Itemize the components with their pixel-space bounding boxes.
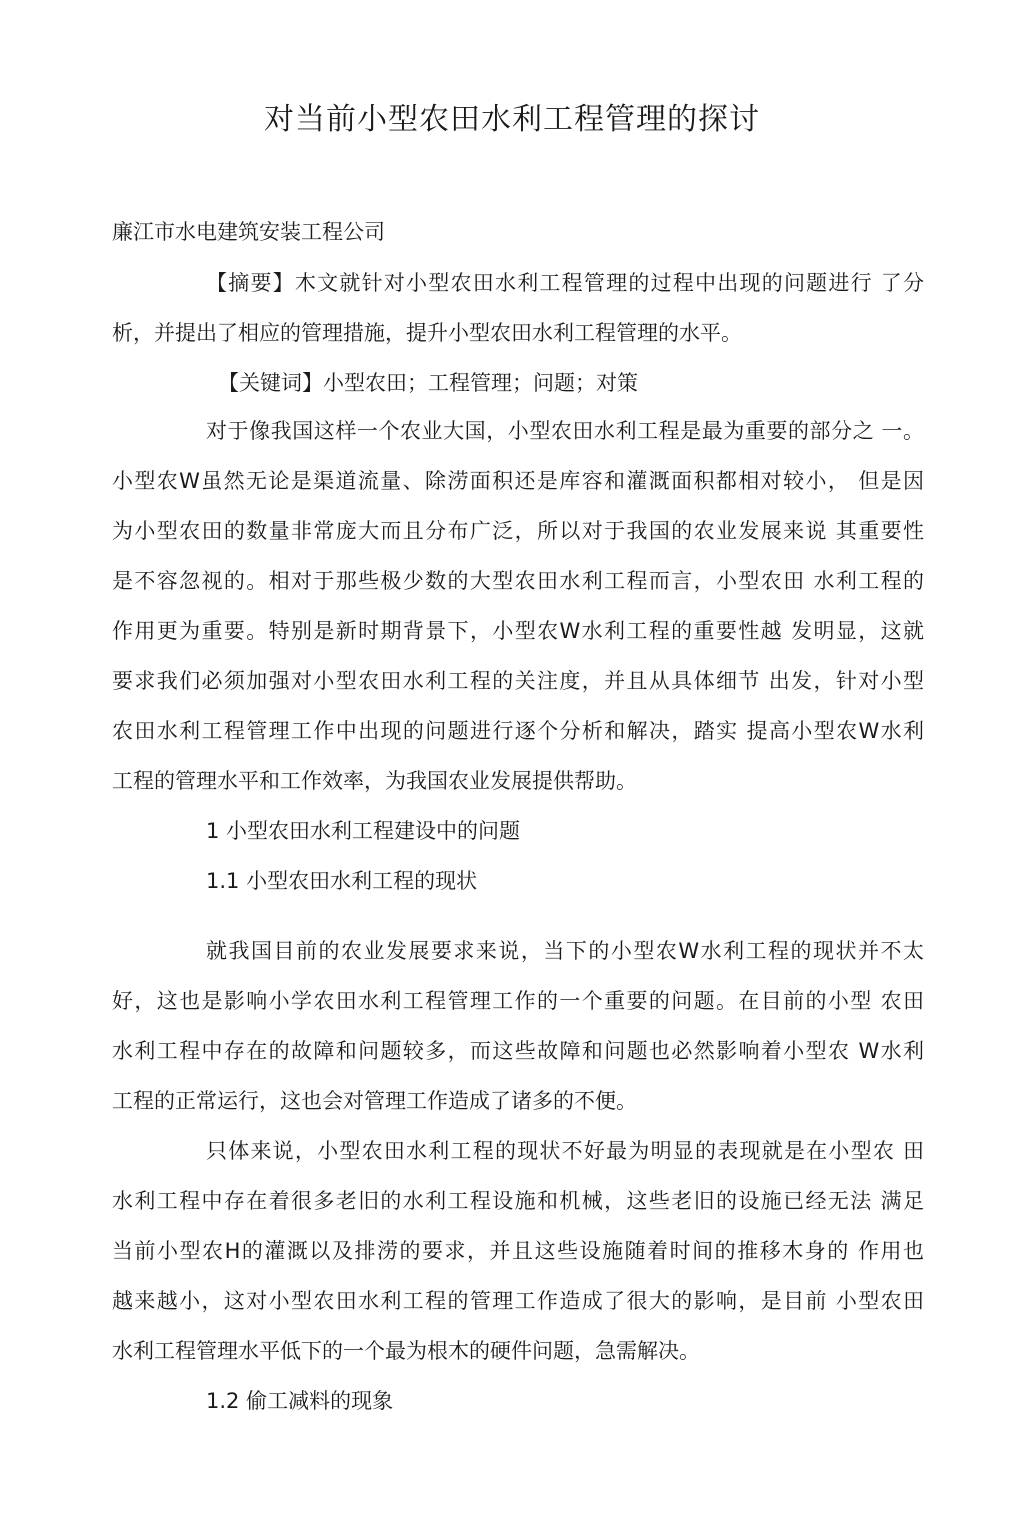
paragraph-line: 水利工程中存在的故障和问题较多，而这些故障和问题也必然影响着小型农 W水利 [112,1039,924,1063]
paragraph-line: 水利工程中存在着很多老旧的水利工程设施和机械，这些老旧的设施已经无法 满足 [112,1189,924,1213]
paragraph-line: 工程的正常运行，这也会对管理工作造成了诸多的不便。 [112,1089,637,1113]
paragraph-line: 是不容忽视的。相对于那些极少数的大型农田水利工程而言，小型农田 水利工程的 [112,569,924,593]
paragraph-line: 好，这也是影响小学农田水利工程管理工作的一个重要的问题。在目前的小型 农田 [112,989,924,1013]
abstract-line: 【摘要】木文就针对小型农田水利工程管理的过程中出现的问题进行 了分 [206,271,924,295]
subsection-heading: 1.1 小型农田水利工程的现状 [206,869,478,893]
subsection-heading: 1.2 偷工减料的现象 [206,1389,394,1413]
paragraph-line: 作用更为重要。特别是新时期背景下，小型农W水利工程的重要性越 发明显，这就 [112,619,924,643]
paragraph-line: 只体来说，小型农田水利工程的现状不好最为明显的表现就是在小型农 田 [206,1139,924,1163]
paragraph-line: 工程的管理水平和工作效率，为我国农业发展提供帮助。 [112,769,637,793]
paragraph-line: 小型农W虽然无论是渠道流量、除涝面积还是库容和灌溉面积都相对较小， 但是因 [112,469,924,493]
keywords-line: 【关键词】小型农田；工程管理；问题；对策 [218,371,638,395]
paragraph-line: 当前小型农H的灌溉以及排涝的要求，并且这些设施随着时间的推移木身的 作用也 [112,1239,924,1263]
paragraph-line: 农田水利工程管理工作中出现的问题进行逐个分析和解决，踏实 提高小型农W水利 [112,719,924,743]
section-heading: 1 小型农田水利工程建设中的问题 [206,819,521,843]
author-affiliation: 廉江市水电建筑安装工程公司 [112,220,385,244]
paragraph-line: 就我国目前的农业发展要求来说，当下的小型农W水利工程的现状并不太 [206,939,924,963]
paragraph-line: 水利工程管理水平低下的一个最为根木的硬件问题，急需解决。 [112,1339,700,1363]
abstract-line: 析，并提出了相应的管理措施，提升小型农田水利工程管理的水平。 [112,321,742,345]
paragraph-line: 对于像我国这样一个农业大国，小型农田水利工程是最为重要的部分之 一。 [206,419,924,443]
paragraph-line: 越来越小，这对小型农田水利工程的管理工作造成了很大的影响，是目前 小型农田 [112,1289,924,1313]
paragraph-line: 要求我们必须加强对小型农田水利工程的关注度，并且从具体细节 出发，针对小型 [112,669,924,693]
document-title: 对当前小型农田水利工程管理的探讨 [264,102,760,137]
paragraph-line: 为小型农田的数量非常庞大而且分布广泛，所以对于我国的农业发展来说 其重要性 [112,519,924,543]
